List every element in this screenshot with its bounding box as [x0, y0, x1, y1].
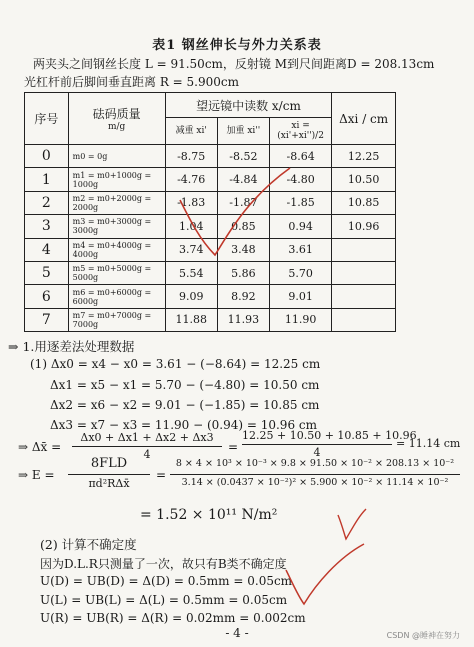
row-index: 1	[25, 168, 69, 191]
row-decrease-reading: 5.54	[165, 261, 217, 284]
row-decrease-reading: 9.09	[165, 285, 217, 308]
row-decrease-reading: -1.83	[165, 191, 217, 214]
avg-delta-numerator: Δx0 + Δx1 + Δx2 + Δx3	[80, 431, 214, 444]
row-increase-reading: 8.92	[217, 285, 269, 308]
young-modulus-values-fraction-bar	[170, 474, 460, 475]
row-mass: m6 = m0+6000g = 6000g	[68, 285, 165, 308]
row-mass: m2 = m0+2000g = 2000g	[68, 191, 165, 214]
row-mass: m3 = m0+3000g = 3000g	[68, 215, 165, 238]
row-increase-reading: 11.93	[217, 308, 269, 331]
row-delta: 10.96	[332, 215, 396, 238]
table-row	[25, 308, 396, 331]
row-decrease-reading: 3.74	[165, 238, 217, 261]
col-header-index: 序号	[25, 93, 69, 145]
row-index: 5	[25, 261, 69, 284]
row-index: 3	[25, 215, 69, 238]
row-delta: 10.85	[332, 191, 396, 214]
section1-heading: ⇒ 1.用逐差法处理数据	[8, 339, 135, 354]
row-delta: 12.25	[332, 145, 396, 168]
col-header-delta: Δxi / cm	[332, 93, 396, 145]
row-delta: 10.50	[332, 168, 396, 191]
row-mass: m1 = m0+1000g = 1000g	[68, 168, 165, 191]
result-checkmark-icon	[330, 505, 370, 545]
col-header-decrease: 减重 xi'	[165, 118, 217, 145]
row-mass: m5 = m0+5000g = 5000g	[68, 261, 165, 284]
avg-delta-denominator-values: 4	[313, 446, 321, 459]
young-modulus-numerator: 8FLD	[90, 456, 128, 471]
wire-length-line: 两夹头之间钢丝长度 L = 91.50cm，反射镜 M到尺间距离D = 208.13cm	[33, 57, 435, 71]
row-mass: m4 = m0+4000g = 4000g	[68, 238, 165, 261]
uncertainty-note: 因为D.L.R只测量了一次，故只有B类不确定度	[40, 557, 287, 571]
avg-delta-result: = 11.14 cm	[396, 437, 461, 450]
row-mass: m0 = 0g	[68, 145, 165, 168]
row-delta	[332, 308, 396, 331]
row-increase-reading: -1.87	[217, 191, 269, 214]
uncertainty-r: U(R) = UB(R) = Δ(R) = 0.02mm = 0.002cm	[40, 611, 306, 625]
avg-fraction-bar	[72, 446, 222, 447]
lever-distance-line: 光杠杆前后脚间垂直距离 R = 5.900cm	[24, 75, 239, 89]
row-mass: m7 = m0+7000g = 7000g	[68, 308, 165, 331]
row-average-reading: 9.01	[269, 285, 331, 308]
row-index: 2	[25, 191, 69, 214]
uncertainty-d: U(D) = UB(D) = Δ(D) = 0.5mm = 0.05cm	[40, 574, 293, 588]
row-average-reading: 5.70	[269, 261, 331, 284]
row-decrease-reading: -4.76	[165, 168, 217, 191]
row-average-reading: -4.80	[269, 168, 331, 191]
checkmark-icon	[170, 160, 310, 270]
young-modulus-result: = 1.52 × 10¹¹ N/m²	[140, 507, 278, 523]
table-row	[25, 285, 396, 308]
row-average-reading: -1.85	[269, 191, 331, 214]
row-index: 7	[25, 308, 69, 331]
row-increase-reading: 5.86	[217, 261, 269, 284]
col-header-mass-unit: m/g	[107, 122, 126, 132]
table-title: 表1 钢丝伸长与外力关系表	[152, 38, 322, 53]
avg-values-fraction-bar	[242, 444, 392, 445]
row-average-reading: -8.64	[269, 145, 331, 168]
row-average-reading: 3.61	[269, 238, 331, 261]
col-header-average: xi = (xi'+xi'')/2	[269, 118, 331, 145]
row-delta	[332, 238, 396, 261]
young-modulus-equals: =	[156, 468, 167, 482]
uncertainty-checkmark-icon	[280, 540, 370, 610]
row-average-reading: 0.94	[269, 215, 331, 238]
row-index: 6	[25, 285, 69, 308]
delta-x2-equation: Δx2 = x6 − x2 = 9.01 − (−1.85) = 10.85 cm	[50, 398, 320, 412]
col-header-increase: 加重 xi''	[217, 118, 269, 145]
avg-delta-lhs: ⇒ Δx̄ =	[18, 440, 62, 454]
delta-x3-equation: Δx3 = x7 − x3 = 11.90 − (0.94) = 10.96 cm	[50, 418, 317, 432]
row-delta	[332, 285, 396, 308]
col-header-mass-label: 砝码质量	[92, 107, 141, 121]
young-modulus-lhs: ⇒ E =	[18, 468, 55, 482]
col-header-reading-group: 望远镜中读数 x/cm	[165, 93, 332, 118]
row-decrease-reading: 1.04	[165, 215, 217, 238]
row-increase-reading: -8.52	[217, 145, 269, 168]
avg-delta-denominator: 4	[143, 448, 151, 461]
row-delta	[332, 261, 396, 284]
avg-equals: =	[228, 440, 239, 454]
row-index: 0	[25, 145, 69, 168]
uncertainty-l: U(L) = UB(L) = Δ(L) = 0.5mm = 0.05cm	[40, 593, 288, 607]
row-increase-reading: 0.85	[217, 215, 269, 238]
section2-heading: (2) 计算不确定度	[40, 537, 137, 552]
watermark: CSDN @睡神在努力	[386, 631, 460, 640]
page-number: - 4 -	[225, 626, 249, 640]
row-increase-reading: 3.48	[217, 238, 269, 261]
young-modulus-fraction-bar	[68, 474, 150, 475]
row-decrease-reading: 11.88	[165, 308, 217, 331]
avg-delta-numerator-values: 12.25 + 10.50 + 10.85 + 10.96	[242, 429, 417, 442]
young-modulus-denominator: πd²RΔx̄	[88, 477, 130, 490]
delta-x0-equation: (1) Δx0 = x4 − x0 = 3.61 − (−8.64) = 12.25 cm	[30, 357, 321, 371]
row-average-reading: 11.90	[269, 308, 331, 331]
row-index: 4	[25, 238, 69, 261]
delta-x1-equation: Δx1 = x5 − x1 = 5.70 − (−4.80) = 10.50 cm	[50, 378, 320, 392]
row-increase-reading: -4.84	[217, 168, 269, 191]
young-modulus-numerator-values: 8 × 4 × 10³ × 10⁻³ × 9.8 × 91.50 × 10⁻² × 208.13 × 10⁻²	[175, 458, 455, 469]
col-header-mass	[68, 93, 165, 145]
row-decrease-reading: -8.75	[165, 145, 217, 168]
young-modulus-denominator-values: 3.14 × (0.0437 × 10⁻²)² × 5.900 × 10⁻² × 11.14 × 10⁻²	[181, 477, 449, 488]
